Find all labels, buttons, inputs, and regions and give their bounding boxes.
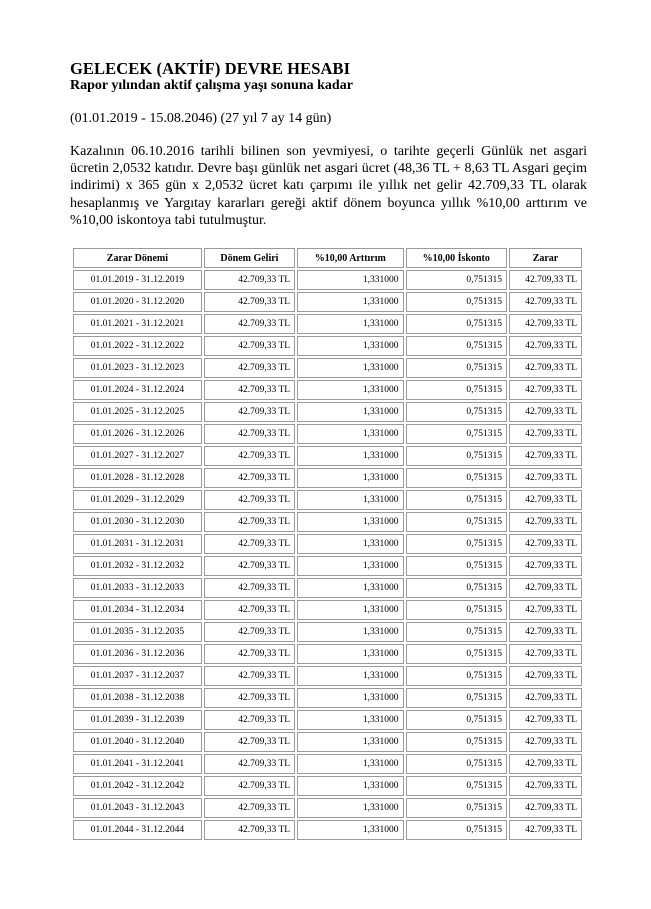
cell-loss: 42.709,33 TL xyxy=(509,666,582,686)
cell-period-income: 42.709,33 TL xyxy=(204,776,295,796)
cell-discount: 0,751315 xyxy=(406,776,507,796)
table-row xyxy=(73,380,582,400)
cell-increase: 1,331000 xyxy=(297,776,403,796)
cell-discount: 0,751315 xyxy=(406,402,507,422)
cell-discount: 0,751315 xyxy=(406,666,507,686)
cell-loss-period: 01.01.2034 - 31.12.2034 xyxy=(73,600,202,620)
cell-loss-period: 01.01.2022 - 31.12.2022 xyxy=(73,336,202,356)
header-loss-period: Zarar Dönemi xyxy=(73,248,202,268)
cell-loss-period: 01.01.2036 - 31.12.2036 xyxy=(73,644,202,664)
cell-loss: 42.709,33 TL xyxy=(509,314,582,334)
cell-loss-period: 01.01.2020 - 31.12.2020 xyxy=(73,292,202,312)
cell-loss: 42.709,33 TL xyxy=(509,270,582,290)
cell-discount: 0,751315 xyxy=(406,798,507,818)
cell-loss: 42.709,33 TL xyxy=(509,446,582,466)
cell-loss-period: 01.01.2019 - 31.12.2019 xyxy=(73,270,202,290)
header-period-income: Dönem Geliri xyxy=(204,248,295,268)
table-row xyxy=(73,534,582,554)
cell-loss: 42.709,33 TL xyxy=(509,710,582,730)
cell-period-income: 42.709,33 TL xyxy=(204,600,295,620)
cell-increase: 1,331000 xyxy=(297,798,403,818)
cell-period-income: 42.709,33 TL xyxy=(204,578,295,598)
table-row xyxy=(73,512,582,532)
cell-loss: 42.709,33 TL xyxy=(509,578,582,598)
cell-discount: 0,751315 xyxy=(406,424,507,444)
cell-period-income: 42.709,33 TL xyxy=(204,820,295,840)
cell-discount: 0,751315 xyxy=(406,622,507,642)
table-row xyxy=(73,820,582,840)
table-row xyxy=(73,688,582,708)
cell-period-income: 42.709,33 TL xyxy=(204,710,295,730)
cell-loss: 42.709,33 TL xyxy=(509,688,582,708)
cell-loss-period: 01.01.2030 - 31.12.2030 xyxy=(73,512,202,532)
cell-period-income: 42.709,33 TL xyxy=(204,292,295,312)
cell-loss-period: 01.01.2044 - 31.12.2044 xyxy=(73,820,202,840)
cell-loss: 42.709,33 TL xyxy=(509,556,582,576)
cell-discount: 0,751315 xyxy=(406,314,507,334)
cell-discount: 0,751315 xyxy=(406,336,507,356)
table-row xyxy=(73,622,582,642)
table-row xyxy=(73,358,582,378)
cell-increase: 1,331000 xyxy=(297,468,403,488)
cell-increase: 1,331000 xyxy=(297,644,403,664)
table-row xyxy=(73,556,582,576)
table-row xyxy=(73,402,582,422)
cell-increase: 1,331000 xyxy=(297,820,403,840)
cell-discount: 0,751315 xyxy=(406,468,507,488)
cell-loss-period: 01.01.2032 - 31.12.2032 xyxy=(73,556,202,576)
cell-period-income: 42.709,33 TL xyxy=(204,644,295,664)
table-row xyxy=(73,798,582,818)
cell-period-income: 42.709,33 TL xyxy=(204,490,295,510)
calculation-explanation: Kazalının 06.10.2016 tarihli bilinen son yevmiyesi, o tarihte geçerli Günlük net asgari ücretin 2,0532 katıdır. Devre başı günlük net asgari ücret (48,36 TL + 8,63 TL Asgari geçim indirimi) x 365 gün x 2,0532 ücret katı çarpımı ile yıllık net gelir 42.709,33 TL olarak hesaplanmış ve Yargıtay kararları gereği aktif dönem boyunca yıllık %10,00 arttırım ve %10,00 iskontoya tabi tutulmuştur. xyxy=(70,144,587,228)
cell-period-income: 42.709,33 TL xyxy=(204,270,295,290)
cell-discount: 0,751315 xyxy=(406,754,507,774)
cell-increase: 1,331000 xyxy=(297,336,403,356)
cell-discount: 0,751315 xyxy=(406,292,507,312)
period-range: (01.01.2019 - 15.08.2046) (27 yıl 7 ay 14 gün) xyxy=(70,111,332,126)
cell-increase: 1,331000 xyxy=(297,424,403,444)
table-row xyxy=(73,468,582,488)
table-row xyxy=(73,754,582,774)
table-row xyxy=(73,710,582,730)
cell-period-income: 42.709,33 TL xyxy=(204,468,295,488)
cell-loss: 42.709,33 TL xyxy=(509,380,582,400)
cell-loss: 42.709,33 TL xyxy=(509,336,582,356)
cell-loss: 42.709,33 TL xyxy=(509,820,582,840)
table-row xyxy=(73,776,582,796)
cell-increase: 1,331000 xyxy=(297,578,403,598)
cell-loss: 42.709,33 TL xyxy=(509,776,582,796)
cell-loss-period: 01.01.2041 - 31.12.2041 xyxy=(73,754,202,774)
cell-increase: 1,331000 xyxy=(297,688,403,708)
cell-period-income: 42.709,33 TL xyxy=(204,424,295,444)
cell-loss-period: 01.01.2037 - 31.12.2037 xyxy=(73,666,202,686)
table-row xyxy=(73,490,582,510)
page-subtitle: Rapor yılından aktif çalışma yaşı sonuna kadar xyxy=(70,78,353,93)
cell-increase: 1,331000 xyxy=(297,732,403,752)
table-row xyxy=(73,644,582,664)
table-row xyxy=(73,666,582,686)
cell-loss-period: 01.01.2031 - 31.12.2031 xyxy=(73,534,202,554)
report-header xyxy=(70,60,587,229)
cell-discount: 0,751315 xyxy=(406,380,507,400)
cell-period-income: 42.709,33 TL xyxy=(204,534,295,554)
table-header-row xyxy=(73,248,582,268)
cell-loss-period: 01.01.2042 - 31.12.2042 xyxy=(73,776,202,796)
cell-period-income: 42.709,33 TL xyxy=(204,380,295,400)
table-row xyxy=(73,314,582,334)
page-title: GELECEK (AKTİF) DEVRE HESABI xyxy=(70,59,351,78)
cell-discount: 0,751315 xyxy=(406,600,507,620)
cell-discount: 0,751315 xyxy=(406,512,507,532)
table-row xyxy=(73,600,582,620)
cell-increase: 1,331000 xyxy=(297,512,403,532)
cell-increase: 1,331000 xyxy=(297,534,403,554)
cell-discount: 0,751315 xyxy=(406,446,507,466)
cell-period-income: 42.709,33 TL xyxy=(204,622,295,642)
cell-loss-period: 01.01.2023 - 31.12.2023 xyxy=(73,358,202,378)
table-row xyxy=(73,270,582,290)
table-row xyxy=(73,446,582,466)
cell-period-income: 42.709,33 TL xyxy=(204,358,295,378)
cell-discount: 0,751315 xyxy=(406,556,507,576)
cell-loss: 42.709,33 TL xyxy=(509,402,582,422)
cell-discount: 0,751315 xyxy=(406,270,507,290)
cell-period-income: 42.709,33 TL xyxy=(204,314,295,334)
cell-loss-period: 01.01.2038 - 31.12.2038 xyxy=(73,688,202,708)
cell-discount: 0,751315 xyxy=(406,732,507,752)
cell-period-income: 42.709,33 TL xyxy=(204,512,295,532)
cell-increase: 1,331000 xyxy=(297,402,403,422)
cell-loss: 42.709,33 TL xyxy=(509,424,582,444)
cell-discount: 0,751315 xyxy=(406,710,507,730)
cell-discount: 0,751315 xyxy=(406,534,507,554)
cell-discount: 0,751315 xyxy=(406,820,507,840)
cell-loss: 42.709,33 TL xyxy=(509,644,582,664)
cell-discount: 0,751315 xyxy=(406,358,507,378)
cell-loss: 42.709,33 TL xyxy=(509,292,582,312)
cell-discount: 0,751315 xyxy=(406,688,507,708)
cell-loss-period: 01.01.2028 - 31.12.2028 xyxy=(73,468,202,488)
cell-loss-period: 01.01.2039 - 31.12.2039 xyxy=(73,710,202,730)
cell-loss: 42.709,33 TL xyxy=(509,468,582,488)
table-body xyxy=(73,270,582,840)
cell-increase: 1,331000 xyxy=(297,314,403,334)
cell-loss: 42.709,33 TL xyxy=(509,512,582,532)
cell-loss: 42.709,33 TL xyxy=(509,534,582,554)
cell-increase: 1,331000 xyxy=(297,270,403,290)
cell-period-income: 42.709,33 TL xyxy=(204,336,295,356)
cell-increase: 1,331000 xyxy=(297,490,403,510)
cell-increase: 1,331000 xyxy=(297,358,403,378)
cell-loss: 42.709,33 TL xyxy=(509,622,582,642)
cell-loss: 42.709,33 TL xyxy=(509,798,582,818)
cell-increase: 1,331000 xyxy=(297,380,403,400)
cell-loss-period: 01.01.2026 - 31.12.2026 xyxy=(73,424,202,444)
cell-loss-period: 01.01.2025 - 31.12.2025 xyxy=(73,402,202,422)
cell-increase: 1,331000 xyxy=(297,754,403,774)
cell-discount: 0,751315 xyxy=(406,578,507,598)
cell-loss: 42.709,33 TL xyxy=(509,490,582,510)
table-row xyxy=(73,292,582,312)
cell-loss-period: 01.01.2040 - 31.12.2040 xyxy=(73,732,202,752)
cell-period-income: 42.709,33 TL xyxy=(204,754,295,774)
cell-loss-period: 01.01.2027 - 31.12.2027 xyxy=(73,446,202,466)
cell-increase: 1,331000 xyxy=(297,292,403,312)
cell-loss-period: 01.01.2021 - 31.12.2021 xyxy=(73,314,202,334)
table-row xyxy=(73,732,582,752)
cell-loss: 42.709,33 TL xyxy=(509,754,582,774)
cell-loss-period: 01.01.2024 - 31.12.2024 xyxy=(73,380,202,400)
table-row xyxy=(73,424,582,444)
cell-period-income: 42.709,33 TL xyxy=(204,402,295,422)
cell-period-income: 42.709,33 TL xyxy=(204,666,295,686)
header-loss: Zarar xyxy=(509,248,582,268)
cell-period-income: 42.709,33 TL xyxy=(204,688,295,708)
cell-increase: 1,331000 xyxy=(297,446,403,466)
cell-period-income: 42.709,33 TL xyxy=(204,446,295,466)
cell-increase: 1,331000 xyxy=(297,600,403,620)
cell-loss-period: 01.01.2035 - 31.12.2035 xyxy=(73,622,202,642)
header-discount: %10,00 İskonto xyxy=(406,248,507,268)
cell-increase: 1,331000 xyxy=(297,622,403,642)
cell-loss-period: 01.01.2043 - 31.12.2043 xyxy=(73,798,202,818)
cell-period-income: 42.709,33 TL xyxy=(204,732,295,752)
cell-period-income: 42.709,33 TL xyxy=(204,798,295,818)
cell-increase: 1,331000 xyxy=(297,666,403,686)
table-row xyxy=(73,578,582,598)
cell-loss: 42.709,33 TL xyxy=(509,358,582,378)
cell-discount: 0,751315 xyxy=(406,490,507,510)
cell-loss-period: 01.01.2033 - 31.12.2033 xyxy=(73,578,202,598)
cell-period-income: 42.709,33 TL xyxy=(204,556,295,576)
header-increase: %10,00 Arttırım xyxy=(297,248,403,268)
loss-table xyxy=(71,246,584,842)
cell-loss: 42.709,33 TL xyxy=(509,732,582,752)
cell-loss-period: 01.01.2029 - 31.12.2029 xyxy=(73,490,202,510)
cell-increase: 1,331000 xyxy=(297,556,403,576)
cell-loss: 42.709,33 TL xyxy=(509,600,582,620)
cell-increase: 1,331000 xyxy=(297,710,403,730)
table-row xyxy=(73,336,582,356)
cell-discount: 0,751315 xyxy=(406,644,507,664)
